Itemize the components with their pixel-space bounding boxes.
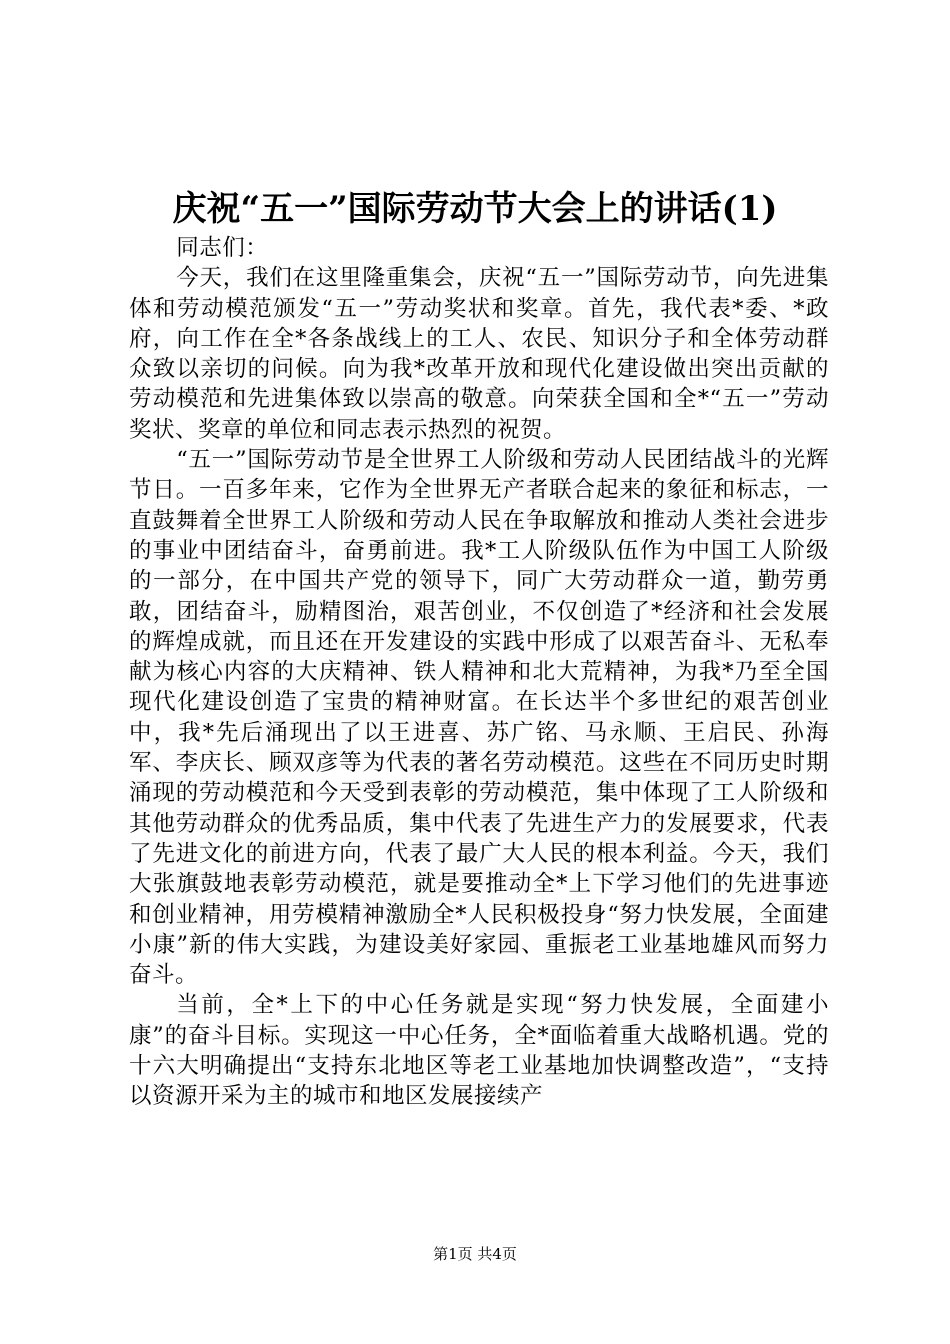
document-title: 庆祝“五一”国际劳动节大会上的讲话(1) xyxy=(172,189,778,229)
paragraph-3: 当前，全*上下的中心任务就是实现“努力快发展，全面建小康”的奋斗目标。实现这一中心任务，全*面临着重大战略机遇。党的十六大明确提出“支持东北地区等老工业基地加快调整改造”，“支持以资源开采为主的城市和地区发展接续产 xyxy=(129,992,829,1110)
salutation: 同志们： xyxy=(176,235,269,261)
page-number-footer: 第1页 共4页 xyxy=(433,1245,517,1263)
paragraph-1: 今天，我们在这里隆重集会，庆祝“五一”国际劳动节，向先进集体和劳动模范颁发“五一”劳动奖状和奖章。首先，我代表*委、*政府，向工作在全*各条战线上的工人、农民、知识分子和全体劳动群众致以亲切的问候。向为我*改革开放和现代化建设做出突出贡献的劳动模范和先进集体致以崇高的敬意。向荣获全国和全*“五一”劳动奖状、奖章的单位和同志表示热烈的祝贺。 xyxy=(129,265,829,443)
document-body xyxy=(129,233,829,1112)
paragraph-2: “五一”国际劳动节是全世界工人阶级和劳动人民团结战斗的光辉节日。一百多年来，它作为全世界无产者联合起来的象征和标志，一直鼓舞着全世界工人阶级和劳动人民在争取解放和推动人类社会进步的事业中团结奋斗，奋勇前进。我*工人阶级队伍作为中国工人阶级的一部分，在中国共产党的领导下，同广大劳动群众一道，勤劳勇敢，团结奋斗，励精图治，艰苦创业，不仅创造了*经济和社会发展的辉煌成就，而且还在开发建设的实践中形成了以艰苦奋斗、无私奉献为核心内容的大庆精神、铁人精神和北大荒精神，为我*乃至全国现代化建设创造了宝贵的精神财富。在长达半个多世纪的艰苦创业中，我*先后涌现出了以王进喜、苏广铭、马永顺、王启民、孙海军、李庆长、顾双彦等为代表的著名劳动模范。这些在不同历史时期涌现的劳动模范和今天受到表彰的劳动模范，集中体现了工人阶级和其他劳动群众的优秀品质，集中代表了先进生产力的发展要求，代表了先进文化的前进方向，代表了最广大人民的根本利益。今天，我们大张旗鼓地表彰劳动模范，就是要推动全*上下学习他们的先进事迹和创业精神，用劳模精神激励全*人民积极投身“努力快发展，全面建小康”新的伟大实践，为建设美好家园、重振老工业基地雄风而努力奋斗。 xyxy=(129,447,829,989)
